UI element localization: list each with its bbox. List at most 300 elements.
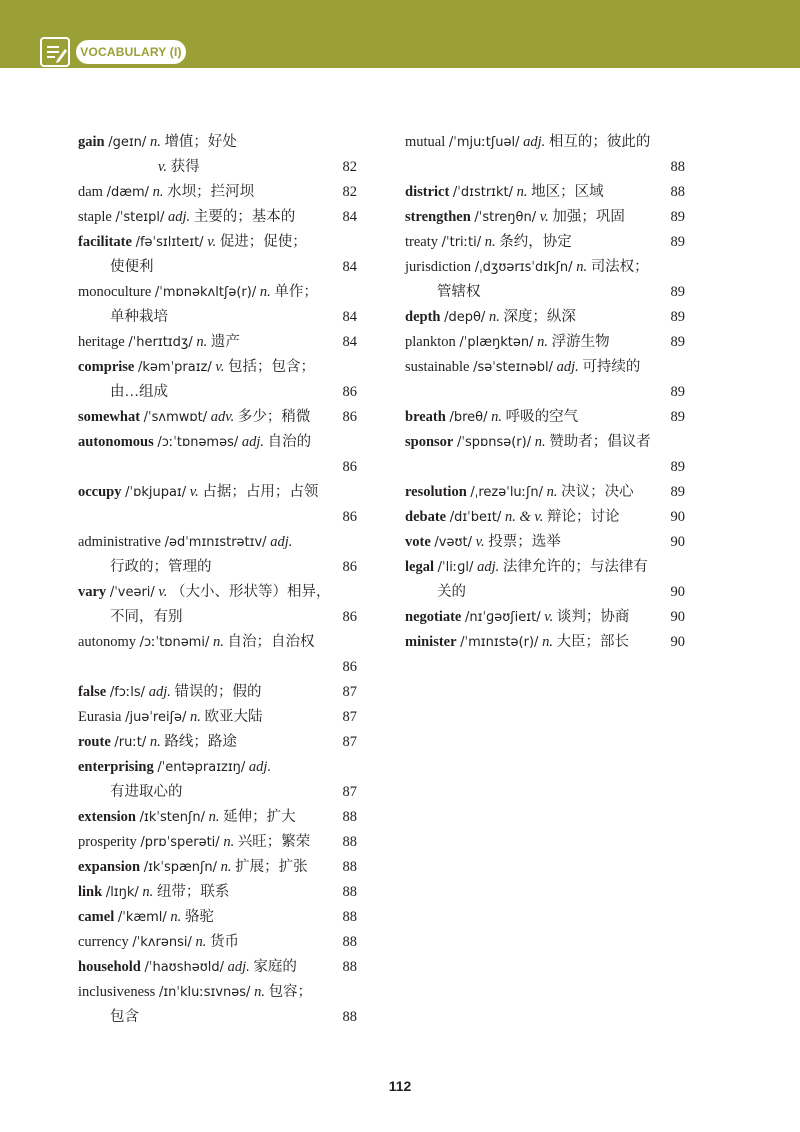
vocab-entry (78, 530, 357, 580)
entry-page-line (78, 455, 357, 480)
part-of-speech: n. (142, 884, 154, 900)
phonetic: /ˈplæŋktən/ (459, 335, 534, 350)
meaning: 投票；选举 (488, 534, 561, 550)
entry-line-continued (78, 555, 357, 580)
phonetic: /nɪˈɡəʊʃieɪt/ (465, 610, 541, 625)
headword: gain (78, 134, 105, 150)
entry-line (78, 630, 357, 655)
phonetic: /ˈsteɪpl/ (115, 210, 165, 225)
part-of-speech: v. (544, 609, 554, 625)
vocab-entry (78, 830, 357, 855)
entry-line (405, 130, 685, 155)
part-of-speech: adj. (167, 209, 191, 225)
phonetic: /geɪn/ (108, 135, 147, 150)
meaning: 延伸；扩大 (223, 809, 296, 825)
headword: camel (78, 909, 115, 925)
page-ref: 88 (342, 834, 357, 850)
meaning: 条约，协定 (499, 234, 572, 250)
page-ref: 88 (342, 1009, 357, 1025)
meaning: 包容； (268, 984, 313, 1000)
vocab-entry (405, 330, 685, 355)
vocab-entry (78, 330, 357, 355)
page-ref: 88 (342, 959, 357, 975)
part-of-speech: v. (207, 234, 217, 250)
headword: minister (405, 634, 457, 650)
meaning: 占据；占用；占领 (202, 484, 319, 500)
part-of-speech: v. (158, 159, 167, 175)
page-ref: 86 (342, 409, 357, 425)
page-ref: 87 (342, 784, 357, 800)
phonetic: /ɪkˈstenʃn/ (139, 810, 206, 825)
phonetic: /kəmˈpraɪz/ (138, 360, 212, 375)
headword: negotiate (405, 609, 462, 625)
entry-line (78, 330, 357, 355)
headword: enterprising (78, 759, 154, 775)
entry-line (405, 405, 685, 430)
phonetic: /ˈspɒnsə(r)/ (456, 435, 532, 450)
part-of-speech: n. (576, 259, 588, 275)
entry-line (405, 530, 685, 555)
meaning-continued: 关的 (437, 584, 466, 600)
entry-line (78, 880, 357, 905)
meaning: 大臣；部长 (556, 634, 630, 650)
meaning: 浮游生物 (551, 334, 610, 350)
headword: sponsor (405, 434, 454, 450)
headword: facilitate (78, 234, 132, 250)
headword: extension (78, 809, 136, 825)
vocab-entry (78, 680, 357, 705)
entry-line-continued (405, 280, 685, 305)
part-of-speech: v. (475, 534, 485, 550)
part-of-speech: adj. (248, 759, 272, 775)
entry-line (78, 855, 357, 880)
phonetic: /dɪˈbeɪt/ (449, 510, 502, 525)
vocabulary-column-right (405, 130, 685, 655)
part-of-speech: n. (189, 709, 201, 725)
headword: prosperity (78, 834, 137, 850)
page-ref: 87 (342, 734, 357, 750)
entry-line (405, 505, 685, 530)
entry-line (78, 280, 357, 305)
vocab-entry (78, 705, 357, 730)
part-of-speech: adj. (227, 959, 250, 975)
meaning: 获得 (170, 159, 200, 175)
headword: vary (78, 584, 107, 600)
meaning-continued: 管辖权 (437, 284, 481, 300)
vocab-entry (78, 355, 357, 405)
entry-page-line (78, 655, 357, 680)
meaning: 错误的；假的 (174, 684, 262, 700)
vocab-entry (78, 405, 357, 430)
part-of-speech: adj. (523, 134, 546, 150)
headword: heritage (78, 334, 125, 350)
entry-line-continued (78, 605, 357, 630)
entry-line (78, 180, 357, 205)
headword: dam (78, 184, 103, 200)
phonetic: /ˈdɪstrɪkt/ (452, 185, 514, 200)
headword: depth (405, 309, 441, 325)
phonetic: /ˈhaʊshəʊld/ (144, 960, 224, 975)
vocab-entry (78, 155, 357, 180)
meaning-continued: 由…组成 (110, 384, 168, 400)
vocab-entry (78, 280, 357, 330)
phonetic: /ˌrezəˈluːʃn/ (470, 485, 544, 500)
vocab-entry (78, 230, 357, 280)
page-ref: 88 (342, 884, 357, 900)
page-ref: 90 (670, 509, 685, 525)
entry-line (78, 755, 357, 780)
page-ref: 86 (342, 659, 357, 675)
headword: autonomy (78, 634, 136, 650)
part-of-speech: adv. (210, 409, 235, 425)
phonetic: /ˈveəri/ (109, 585, 155, 600)
page-ref: 84 (342, 209, 357, 225)
entry-line-continued (78, 1005, 357, 1030)
headword: district (405, 184, 450, 200)
part-of-speech: v. (215, 359, 225, 375)
entry-page-line (405, 380, 685, 405)
part-of-speech: n. (149, 734, 161, 750)
part-of-speech: n. (149, 134, 161, 150)
page-ref: 86 (342, 384, 357, 400)
vocab-entry (78, 955, 357, 980)
phonetic: /ˈɒkjupaɪ/ (125, 485, 187, 500)
headword: link (78, 884, 103, 900)
vocab-entry (405, 230, 685, 255)
meaning: 谈判；协商 (556, 609, 630, 625)
phonetic: /ˈkʌrənsi/ (132, 935, 192, 950)
entry-line (78, 530, 357, 555)
vocab-entry (405, 430, 685, 480)
vocab-entry (78, 205, 357, 230)
headword: false (78, 684, 107, 700)
headword: administrative (78, 534, 161, 550)
page-ref: 89 (670, 384, 685, 400)
page-ref: 89 (670, 334, 685, 350)
phonetic: /ˌdʒʊərɪsˈdɪkʃn/ (474, 260, 573, 275)
headword: currency (78, 934, 129, 950)
meaning: 主要的；基本的 (193, 209, 296, 225)
part-of-speech: n. (170, 909, 182, 925)
page-ref: 82 (342, 184, 357, 200)
vocab-entry (405, 305, 685, 330)
vocab-entry (405, 355, 685, 405)
entry-line (78, 155, 357, 180)
meaning: 多少；稍微 (237, 409, 311, 425)
part-of-speech: n. (223, 834, 235, 850)
entry-line (405, 180, 685, 205)
meaning: 兴旺；繁荣 (237, 834, 311, 850)
phonetic: /ˈmjuːtʃuəl/ (448, 135, 520, 150)
part-of-speech: n. (196, 334, 208, 350)
meaning: 加强；巩固 (552, 209, 625, 225)
headword: comprise (78, 359, 135, 375)
headword: breath (405, 409, 446, 425)
vocab-entry (405, 255, 685, 305)
phonetic: /ɪnˈkluːsɪvnəs/ (158, 985, 251, 1000)
entry-line (405, 430, 685, 455)
vocab-entry (405, 630, 685, 655)
meaning: 决议；决心 (561, 484, 634, 500)
meaning: 呼吸的空气 (505, 409, 579, 425)
entry-line (78, 830, 357, 855)
page-ref: 87 (342, 709, 357, 725)
page-ref: 86 (342, 609, 357, 625)
entry-line (405, 255, 685, 280)
phonetic: /fɔːls/ (109, 685, 146, 700)
phonetic: /lɪŋk/ (105, 885, 139, 900)
part-of-speech: n. (488, 309, 500, 325)
part-of-speech: n. (220, 859, 232, 875)
entry-page-line (405, 155, 685, 180)
meaning: 纽带；联系 (156, 884, 230, 900)
page-ref: 89 (670, 309, 685, 325)
entry-page-line (78, 505, 357, 530)
entry-line (78, 405, 357, 430)
vocab-entry (405, 405, 685, 430)
headword: legal (405, 559, 434, 575)
page-ref: 88 (342, 909, 357, 925)
phonetic: /ˈmɒnəkʌltʃə(r)/ (154, 285, 257, 300)
entry-line (405, 355, 685, 380)
phonetic: /ˈkæml/ (117, 910, 167, 925)
part-of-speech: n. (484, 234, 496, 250)
meaning: 可持续的 (582, 359, 641, 375)
meaning-continued: 不同，有别 (110, 609, 183, 625)
entry-page-line (405, 455, 685, 480)
phonetic: /ˈherɪtɪdʒ/ (128, 335, 193, 350)
entry-line (78, 730, 357, 755)
entry-line (78, 905, 357, 930)
section-label: VOCABULARY (I) (76, 40, 186, 64)
part-of-speech: n. (254, 984, 265, 1000)
entry-line (78, 130, 357, 155)
vocabulary-column-left (78, 130, 357, 1030)
entry-line (78, 230, 357, 255)
headword: plankton (405, 334, 456, 350)
page-ref: 86 (342, 459, 357, 475)
vocab-entry (78, 580, 357, 630)
vocab-entry (405, 605, 685, 630)
headword: somewhat (78, 409, 141, 425)
meaning: 包括；包含； (228, 359, 315, 375)
entry-line (405, 305, 685, 330)
part-of-speech: n. (212, 634, 224, 650)
phonetic: /ruːt/ (114, 735, 147, 750)
meaning: 自治的 (267, 434, 312, 450)
phonetic: /breθ/ (449, 410, 488, 425)
entry-line (405, 205, 685, 230)
entry-line-continued (78, 305, 357, 330)
page-ref: 88 (342, 934, 357, 950)
vocab-entry (78, 980, 357, 1030)
vocab-entry (78, 130, 357, 155)
entry-line (405, 605, 685, 630)
phonetic: /ˈmɪnɪstə(r)/ (460, 635, 539, 650)
part-of-speech: n. (259, 284, 271, 300)
meaning: （大小、形状等）相异， (171, 584, 331, 600)
page-ref: 89 (670, 409, 685, 425)
part-of-speech: adj. (477, 559, 500, 575)
part-of-speech: v. (158, 584, 168, 600)
vocab-entry (78, 430, 357, 480)
page-ref: 87 (342, 684, 357, 700)
meaning-continued: 行政的；管理的 (110, 559, 212, 575)
vocab-entry (78, 480, 357, 530)
part-of-speech: n. (208, 809, 220, 825)
meaning: 家庭的 (253, 959, 297, 975)
vocab-entry (405, 480, 685, 505)
vocab-entry (78, 930, 357, 955)
meaning: 货币 (210, 934, 239, 950)
entry-line (405, 230, 685, 255)
page-ref: 88 (670, 184, 685, 200)
meaning: 单作； (274, 284, 318, 300)
phonetic: /ˈliːɡl/ (437, 560, 474, 575)
headword: sustainable (405, 359, 470, 375)
entry-line (78, 355, 357, 380)
part-of-speech: n. (537, 334, 548, 350)
meaning: 司法权； (590, 259, 649, 275)
page-ref: 90 (670, 584, 685, 600)
meaning: 地区；区域 (531, 184, 604, 200)
part-of-speech: adj. (270, 534, 293, 550)
page-ref: 84 (342, 259, 357, 275)
page-ref: 89 (670, 234, 685, 250)
entry-line (78, 680, 357, 705)
part-of-speech: adj. (556, 359, 579, 375)
vocab-entry (78, 880, 357, 905)
part-of-speech: n. (542, 634, 553, 650)
vocab-entry (78, 630, 357, 680)
phonetic: /səˈsteɪnəbl/ (473, 360, 553, 375)
page-ref: 89 (670, 209, 685, 225)
vocab-entry (405, 505, 685, 530)
vocab-entry (78, 755, 357, 805)
entry-line (405, 555, 685, 580)
phonetic: /fəˈsɪlɪteɪt/ (135, 235, 204, 250)
entry-line (78, 955, 357, 980)
headword: jurisdiction (405, 259, 472, 275)
meaning: 增值；好处 (164, 134, 237, 150)
part-of-speech: v. (189, 484, 199, 500)
headword: mutual (405, 134, 446, 150)
vocab-entry (78, 730, 357, 755)
headword: staple (78, 209, 112, 225)
vocab-entry (405, 130, 685, 180)
phonetic: /ədˈmɪnɪstrətɪv/ (164, 535, 267, 550)
headword: occupy (78, 484, 122, 500)
page-ref: 86 (342, 509, 357, 525)
meaning: 辩论；讨论 (546, 509, 620, 525)
headword: strengthen (405, 209, 471, 225)
meaning: 遗产 (210, 334, 240, 350)
meaning: 促进；促使； (219, 234, 307, 250)
part-of-speech: adj. (241, 434, 265, 450)
page-number: 112 (388, 1078, 412, 1094)
meaning-continued: 使便利 (110, 259, 154, 275)
part-of-speech: v. (539, 209, 549, 225)
phonetic: /juəˈreiʃə/ (125, 710, 187, 725)
entry-line (78, 580, 357, 605)
page-ref: 84 (342, 334, 357, 350)
meaning-continued: 包含 (110, 1009, 139, 1025)
headword: expansion (78, 859, 141, 875)
meaning-continued: 有进取心的 (110, 784, 183, 800)
entry-line (405, 480, 685, 505)
entry-line-continued (78, 255, 357, 280)
page-ref: 89 (670, 284, 685, 300)
phonetic: /prɒˈsperəti/ (140, 835, 220, 850)
meaning: 路线；路途 (164, 734, 237, 750)
entry-line (78, 980, 357, 1005)
part-of-speech: adj. (148, 684, 171, 700)
page-ref: 90 (670, 534, 685, 550)
headword: Eurasia (78, 709, 122, 725)
phonetic: /dæm/ (106, 185, 150, 200)
entry-line (405, 330, 685, 355)
entry-line (78, 205, 357, 230)
vocab-entry (78, 180, 357, 205)
page-ref: 88 (342, 809, 357, 825)
entry-line (78, 930, 357, 955)
phonetic: /depθ/ (444, 310, 486, 325)
headword: route (78, 734, 111, 750)
phonetic: /ɔːˈtɒnəmi/ (139, 635, 210, 650)
entry-line (405, 630, 685, 655)
meaning: 自治；自治权 (227, 634, 315, 650)
phonetic: /ˈtriːti/ (441, 235, 482, 250)
meaning: 欧亚大陆 (204, 709, 263, 725)
phonetic: /ɪkˈspænʃn/ (143, 860, 218, 875)
headword: monoculture (78, 284, 152, 300)
part-of-speech: n. & v. (504, 509, 544, 525)
page-ref: 89 (670, 459, 685, 475)
part-of-speech: n. (152, 184, 164, 200)
entry-line (78, 705, 357, 730)
meaning: 深度；纵深 (503, 309, 576, 325)
part-of-speech: n. (491, 409, 502, 425)
note-edit-glyph (45, 42, 67, 64)
meaning-continued: 单种栽培 (110, 309, 168, 325)
headword: inclusiveness (78, 984, 156, 1000)
headword: household (78, 959, 141, 975)
meaning: 法律允许的；与法律有 (502, 559, 648, 575)
page-ref: 90 (670, 609, 685, 625)
vocab-entry (78, 805, 357, 830)
meaning: 赞助者；倡议者 (549, 434, 651, 450)
part-of-speech: n. (546, 484, 558, 500)
vocab-entry (405, 530, 685, 555)
vocab-entry (78, 905, 357, 930)
page-ref: 86 (342, 559, 357, 575)
phonetic: /ˈentəpraɪzɪŋ/ (157, 760, 246, 775)
entry-line (78, 805, 357, 830)
page-ref: 82 (342, 159, 357, 175)
page-ref: 88 (342, 859, 357, 875)
headword: treaty (405, 234, 439, 250)
phonetic: /ˈstreŋθn/ (474, 210, 537, 225)
headword: vote (405, 534, 431, 550)
meaning: 骆驼 (184, 909, 214, 925)
vocab-entry (405, 555, 685, 605)
entry-line-continued (78, 380, 357, 405)
entry-line-continued (405, 580, 685, 605)
phonetic: /ɔːˈtɒnəməs/ (157, 435, 239, 450)
entry-line (78, 480, 357, 505)
part-of-speech: n. (516, 184, 528, 200)
vocab-entry (78, 855, 357, 880)
